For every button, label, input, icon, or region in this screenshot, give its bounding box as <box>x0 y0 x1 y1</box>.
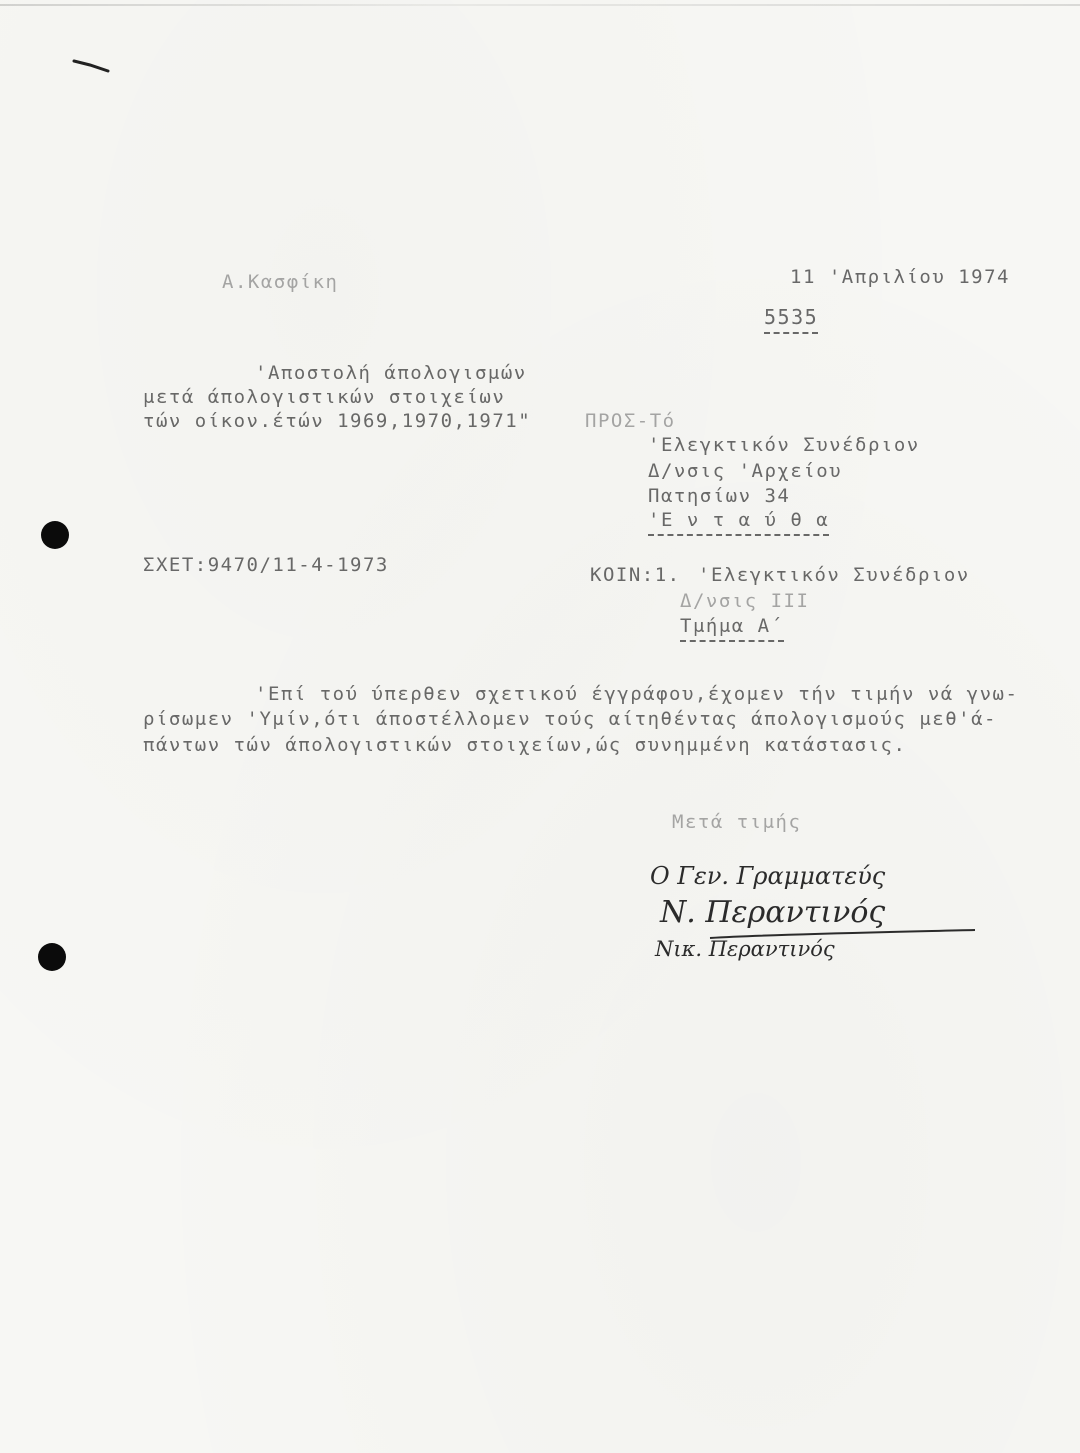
closing: Μετά τιμής <box>672 811 802 833</box>
ink-mark-icon <box>72 57 112 73</box>
copy-to-line-3: Τμήμα Α΄ <box>680 615 784 642</box>
punch-hole-top <box>41 521 69 549</box>
recipient-line-3: Πατησίων 34 <box>648 485 791 507</box>
top-edge-line <box>0 4 1080 6</box>
protocol-number: 5535 <box>764 305 818 334</box>
document-date: 11 'Απριλίου 1974 <box>790 266 1010 288</box>
subject-line-2: μετά άπολογιστικών στοιχείων <box>143 386 506 408</box>
sender: Α.Κασφίκη <box>222 271 339 293</box>
copy-to-label: ΚΟΙΝ:1. <box>590 564 681 586</box>
signature-line-3: Νικ. Περαντινός <box>655 937 835 961</box>
body-line-1: 'Επί τού ύπερθεν σχετικού έγγράφου,έχομεν τήν τιμήν νά γνω- <box>255 683 1019 705</box>
signature <box>630 850 990 970</box>
copy-to-line-2: Δ/νσις III <box>680 590 810 612</box>
recipient-line-2: Δ/νσις 'Αρχείου <box>648 460 843 482</box>
signature-line-2: Ν. Περαντινός <box>660 895 886 930</box>
punch-hole-bottom <box>38 943 66 971</box>
body-line-3: πάντων τών άπολογιστικών στοιχείων,ώς συνημμένη κατάστασις. <box>143 734 907 756</box>
recipient-line-1: 'Ελεγκτικόν Συνέδριον <box>648 434 920 456</box>
subject-line-3: τών οίκον.έτών 1969,1970,1971" <box>143 410 532 432</box>
subject-line-1: 'Αποστολή άπολογισμών <box>255 362 527 384</box>
copy-to-line-1: 'Ελεγκτικόν Συνέδριον <box>698 564 970 586</box>
signature-line-1: Ο Γεν. Γραμματεύς <box>650 862 886 890</box>
reference-number: ΣΧΕΤ:9470/11-4-1973 <box>143 554 389 576</box>
recipient-line-4: 'Ε ν τ α ύ θ α <box>648 509 829 536</box>
body-line-2: ρίσωμεν 'Υμίν,ότι άποστέλλομεν τούς αίτηθέντας άπολογισμούς μεθ'ά- <box>143 708 997 730</box>
recipient-label: ΠΡΟΣ-Τό <box>585 410 676 432</box>
